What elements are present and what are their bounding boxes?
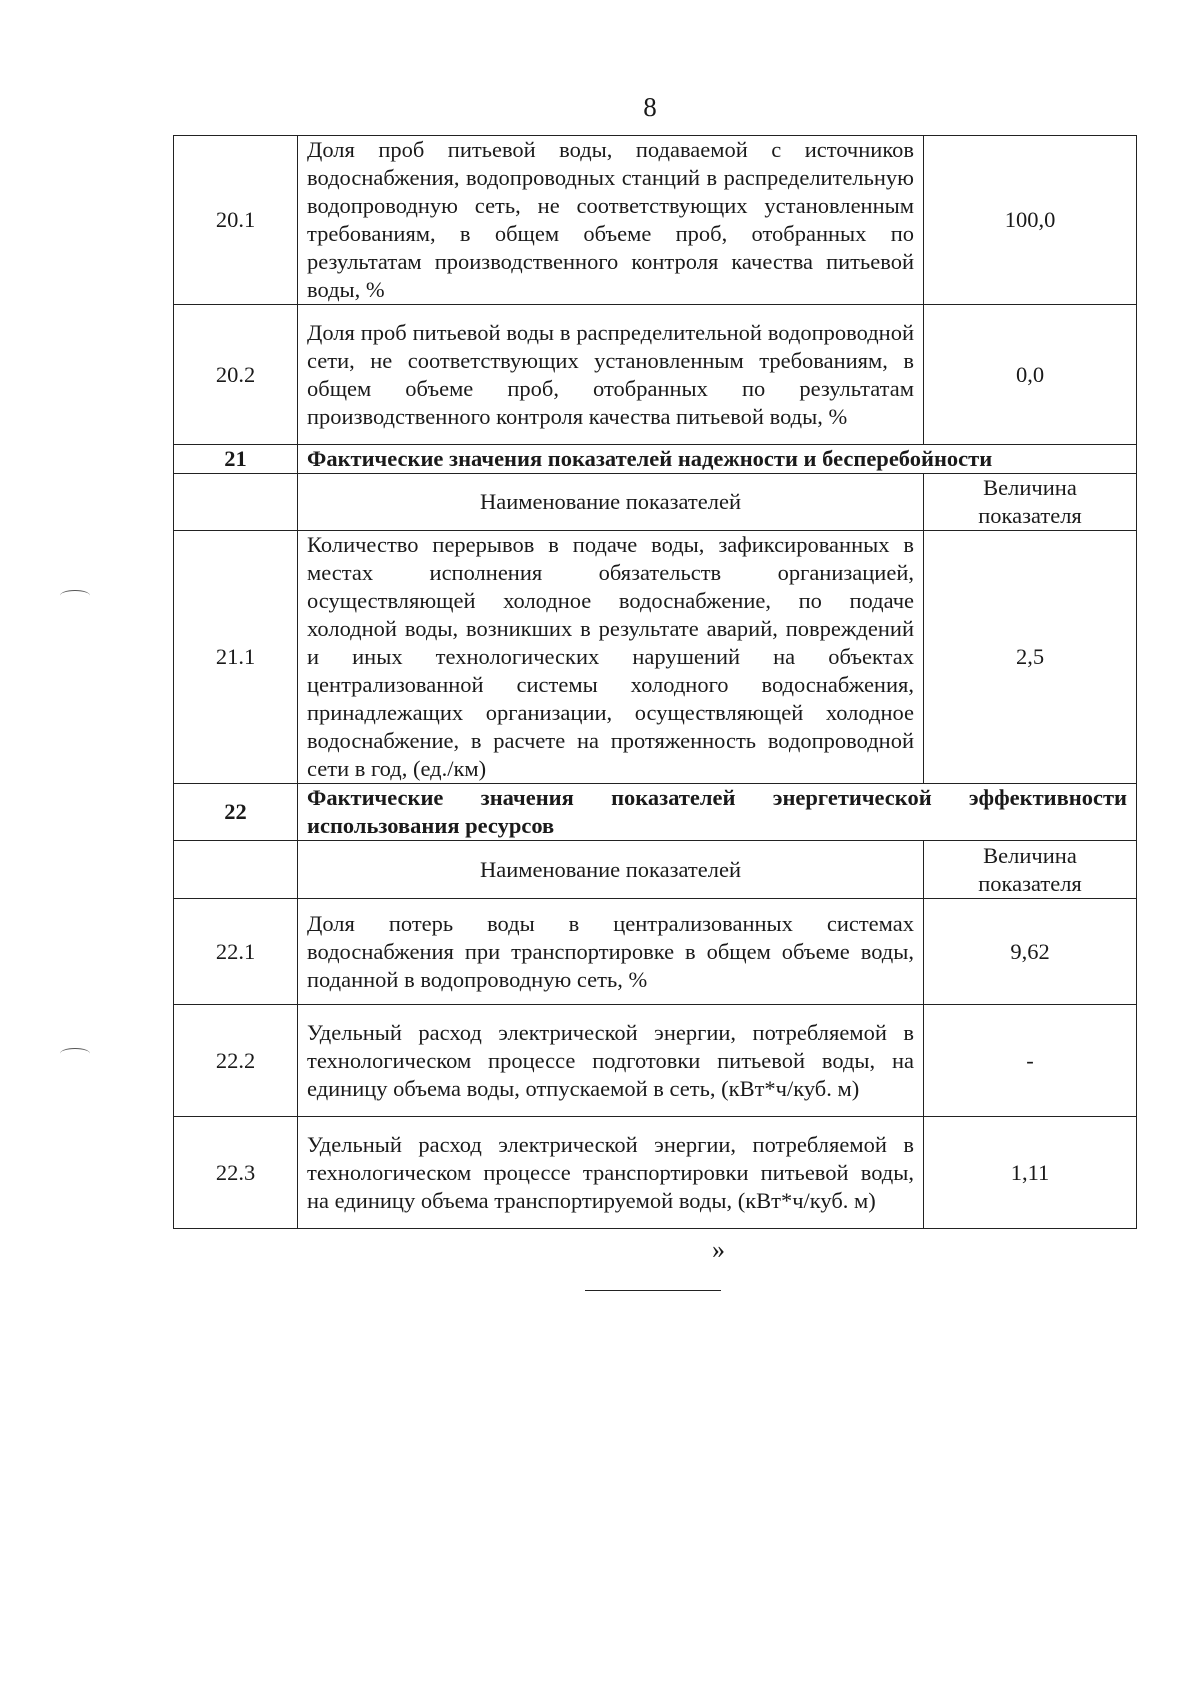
row-number: 20.1: [174, 136, 298, 305]
column-header-name: Наименование показателей: [298, 474, 924, 531]
section-title: Фактические значения показателей надежности и бесперебойности: [298, 445, 1137, 474]
indicator-name: Доля проб питьевой воды, подаваемой с источников водоснабжения, водопроводных станций в распределительную водопроводную сеть, не соответствующих установленным требованиям, в общем объеме проб, отобранных по результатам производственного контроля качества питьевой воды, %: [298, 136, 924, 305]
row-number: 22.1: [174, 899, 298, 1005]
indicator-value: -: [924, 1005, 1137, 1117]
header-row: [174, 841, 1137, 899]
section-number: 21: [174, 445, 298, 474]
table-row: [174, 531, 1137, 784]
indicator-name: Удельный расход электрической энергии, потребляемой в технологическом процессе транспортировки питьевой воды, на единицу объема транспортируемой воды, (кВт*ч/куб. м): [298, 1117, 924, 1229]
indicator-value: 9,62: [924, 899, 1137, 1005]
indicator-value: 0,0: [924, 305, 1137, 445]
column-header-name: Наименование показателей: [298, 841, 924, 899]
scan-artifact: [60, 590, 90, 601]
row-number: 21.1: [174, 531, 298, 784]
row-number: 22.3: [174, 1117, 298, 1229]
indicator-name: Удельный расход электрической энергии, потребляемой в технологическом процессе подготовки питьевой воды, на единицу объема воды, отпускаемой в сеть, (кВт*ч/куб. м): [298, 1005, 924, 1117]
indicator-value: 1,11: [924, 1117, 1137, 1229]
column-header-value: Величина показателя: [924, 474, 1137, 531]
table-row: [174, 899, 1137, 1005]
header-row: [174, 474, 1137, 531]
table-row: [174, 136, 1137, 305]
indicator-name: Количество перерывов в подаче воды, зафиксированных в местах исполнения обязательств организацией, осуществляющей холодное водоснабжение, по подаче холодной воды, возникших в результате аварий, повреждений и иных технологических нарушений на объектах централизованной системы холодного водоснабжения, принадлежащих организации, осуществляющей холодное водоснабжение, в расчете на протяженность водопроводной сети в год, (ед./км): [298, 531, 924, 784]
indicator-name: Доля проб питьевой воды в распределительной водопроводной сети, не соответствующих установленным требованиям, в общем объеме проб, отобранных по результатам производственного контроля качества питьевой воды, %: [298, 305, 924, 445]
indicators-table: [173, 135, 1137, 1229]
scan-artifact: [60, 1048, 90, 1059]
empty-cell: [174, 474, 298, 531]
empty-cell: [174, 841, 298, 899]
end-rule: [585, 1290, 721, 1291]
row-number: 20.2: [174, 305, 298, 445]
page-number: 8: [643, 92, 657, 122]
column-header-value: Величина показателя: [924, 841, 1137, 899]
indicator-value: 100,0: [924, 136, 1137, 305]
section-number: 22: [174, 784, 298, 841]
section-row: [174, 445, 1137, 474]
table-row: [174, 305, 1137, 445]
row-number: 22.2: [174, 1005, 298, 1117]
closing-quote-mark: »: [712, 1235, 725, 1264]
table-row: [174, 1005, 1137, 1117]
section-row: [174, 784, 1137, 841]
indicator-name: Доля потерь воды в централизованных системах водоснабжения при транспортировке в общем объеме воды, поданной в водопроводную сеть, %: [298, 899, 924, 1005]
section-title: Фактические значения показателей энергетической эффективности использования ресурсов: [298, 784, 1137, 841]
indicator-value: 2,5: [924, 531, 1137, 784]
table-row: [174, 1117, 1137, 1229]
